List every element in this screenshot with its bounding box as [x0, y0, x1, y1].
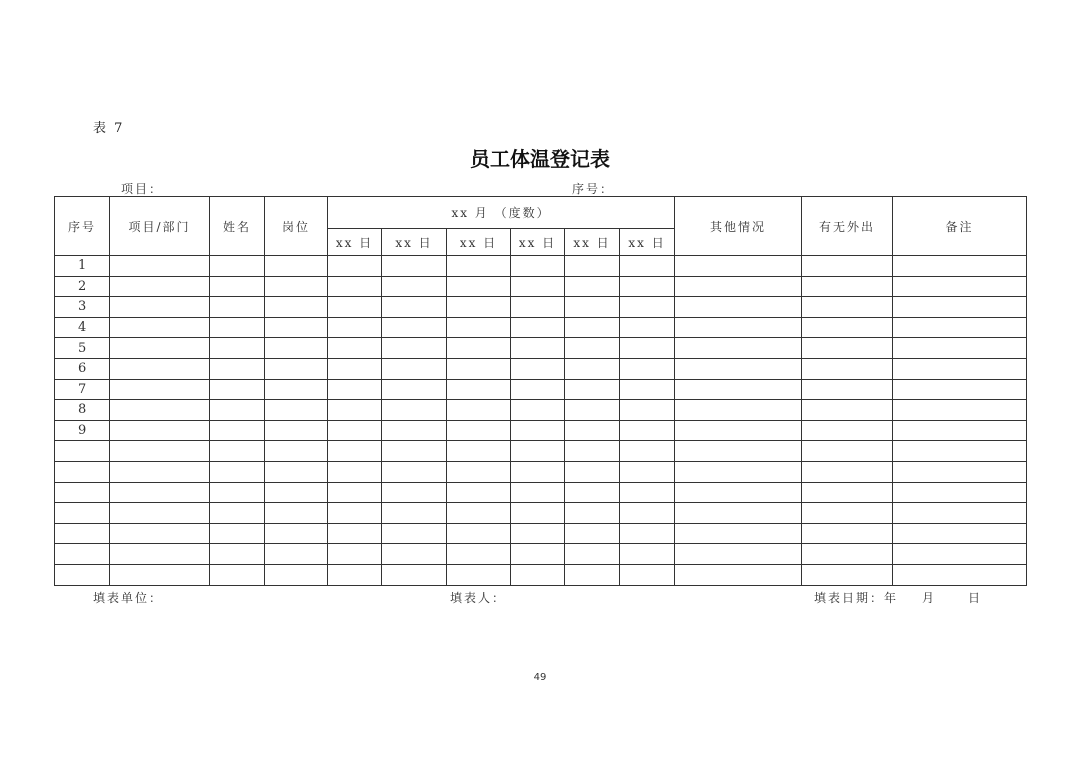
row-number: 2 [55, 276, 110, 297]
table-cell [675, 544, 802, 565]
header-name: 姓名 [210, 197, 265, 256]
table-cell [328, 338, 382, 359]
table-cell [893, 461, 1027, 482]
table-cell [382, 400, 447, 421]
table-row [55, 482, 1027, 503]
table-cell [210, 420, 265, 441]
table-cell [565, 276, 620, 297]
table-cell [675, 338, 802, 359]
table-cell [893, 256, 1027, 277]
table-cell [802, 523, 893, 544]
table-cell [382, 379, 447, 400]
table-cell [382, 523, 447, 544]
table-row [55, 503, 1027, 524]
table-cell [328, 544, 382, 565]
table-cell [110, 256, 210, 277]
header-day: xx 日 [620, 229, 675, 256]
table-cell [511, 338, 565, 359]
table-cell [620, 420, 675, 441]
table-cell [511, 441, 565, 462]
table-cell [110, 379, 210, 400]
table-cell [210, 461, 265, 482]
table-cell [675, 256, 802, 277]
table-cell [893, 523, 1027, 544]
table-cell [210, 297, 265, 318]
table-cell [565, 379, 620, 400]
table-cell [382, 297, 447, 318]
table-cell [893, 482, 1027, 503]
table-cell [265, 338, 328, 359]
table-cell [565, 523, 620, 544]
header-outing: 有无外出 [802, 197, 893, 256]
table-cell [110, 523, 210, 544]
table-cell [893, 379, 1027, 400]
table-cell [675, 564, 802, 585]
table-cell [447, 564, 511, 585]
table-cell [511, 564, 565, 585]
table-row [55, 338, 1027, 359]
table-cell [620, 523, 675, 544]
table-cell [110, 276, 210, 297]
table-cell [511, 379, 565, 400]
table-cell [110, 358, 210, 379]
table-cell [511, 523, 565, 544]
table-row [55, 256, 1027, 277]
table-cell [210, 564, 265, 585]
row-number [55, 564, 110, 585]
table-cell [210, 523, 265, 544]
table-cell [893, 297, 1027, 318]
table-cell [110, 461, 210, 482]
table-cell [328, 461, 382, 482]
table-cell [447, 400, 511, 421]
table-cell [265, 256, 328, 277]
table-row [55, 317, 1027, 338]
table-cell [511, 358, 565, 379]
header-remarks: 备注 [893, 197, 1027, 256]
row-number [55, 441, 110, 462]
table-cell [382, 420, 447, 441]
table-cell [620, 400, 675, 421]
table-cell [620, 358, 675, 379]
table-cell [210, 379, 265, 400]
table-cell [893, 276, 1027, 297]
table-cell [565, 256, 620, 277]
table-cell [675, 379, 802, 400]
table-cell [802, 503, 893, 524]
table-cell [893, 503, 1027, 524]
footer-month-label: 月 [922, 591, 937, 605]
table-cell [447, 338, 511, 359]
table-cell [382, 503, 447, 524]
header-seq: 序号 [55, 197, 110, 256]
table-cell [265, 420, 328, 441]
table-cell [511, 544, 565, 565]
row-number [55, 461, 110, 482]
table-cell [675, 503, 802, 524]
table-cell [265, 379, 328, 400]
table-cell [893, 358, 1027, 379]
table-cell [110, 482, 210, 503]
table-cell [382, 544, 447, 565]
row-number: 3 [55, 297, 110, 318]
table-number: 表 7 [93, 121, 125, 136]
table-cell [802, 358, 893, 379]
table-cell [210, 482, 265, 503]
table-cell [802, 544, 893, 565]
table-cell [382, 461, 447, 482]
table-cell [265, 276, 328, 297]
table-row [55, 400, 1027, 421]
table-cell [265, 564, 328, 585]
table-cell [802, 482, 893, 503]
table-cell [565, 461, 620, 482]
table-cell [265, 482, 328, 503]
table-cell [511, 297, 565, 318]
table-cell [565, 564, 620, 585]
table-cell [265, 441, 328, 462]
row-number: 8 [55, 400, 110, 421]
table-cell [382, 564, 447, 585]
table-cell [565, 358, 620, 379]
table-cell [675, 358, 802, 379]
table-cell [110, 441, 210, 462]
table-cell [447, 256, 511, 277]
table-cell [110, 297, 210, 318]
table-row [55, 358, 1027, 379]
table-cell [328, 317, 382, 338]
table-cell [620, 564, 675, 585]
table-cell [675, 441, 802, 462]
table-row [55, 461, 1027, 482]
table-row [55, 297, 1027, 318]
header-other: 其他情况 [675, 197, 802, 256]
project-label: 项目： [121, 182, 164, 196]
table-cell [382, 256, 447, 277]
header-day: xx 日 [382, 229, 447, 256]
table-cell [893, 441, 1027, 462]
table-cell [893, 544, 1027, 565]
table-cell [802, 256, 893, 277]
table-cell [265, 358, 328, 379]
table-cell [620, 544, 675, 565]
table-cell [382, 358, 447, 379]
table-cell [328, 441, 382, 462]
table-cell [802, 420, 893, 441]
row-number: 9 [55, 420, 110, 441]
table-cell [620, 297, 675, 318]
row-number: 4 [55, 317, 110, 338]
table-cell [675, 297, 802, 318]
row-number [55, 544, 110, 565]
table-cell [565, 482, 620, 503]
table-row [55, 441, 1027, 462]
table-cell [328, 379, 382, 400]
table-cell [447, 317, 511, 338]
table-cell [447, 482, 511, 503]
table-cell [620, 461, 675, 482]
table-cell [328, 256, 382, 277]
table-cell [447, 503, 511, 524]
table-cell [328, 276, 382, 297]
table-cell [265, 400, 328, 421]
table-cell [110, 544, 210, 565]
table-cell [893, 420, 1027, 441]
table-cell [511, 400, 565, 421]
table-cell [565, 338, 620, 359]
table-cell [511, 317, 565, 338]
table-cell [511, 256, 565, 277]
row-number [55, 523, 110, 544]
table-cell [265, 544, 328, 565]
row-number: 6 [55, 358, 110, 379]
table-cell [620, 338, 675, 359]
table-cell [328, 482, 382, 503]
table-cell [893, 338, 1027, 359]
row-number: 5 [55, 338, 110, 359]
table-cell [802, 317, 893, 338]
row-number: 7 [55, 379, 110, 400]
table-cell [675, 317, 802, 338]
table-row [55, 276, 1027, 297]
header-dept: 项目/部门 [110, 197, 210, 256]
table-cell [511, 503, 565, 524]
row-number [55, 503, 110, 524]
header-day: xx 日 [328, 229, 382, 256]
table-cell [210, 503, 265, 524]
table-cell [447, 544, 511, 565]
serial-label: 序号： [572, 182, 615, 196]
footer-date-label: 填表日期：年 [814, 591, 899, 605]
table-cell [565, 297, 620, 318]
header-post: 岗位 [265, 197, 328, 256]
table-cell [447, 461, 511, 482]
table-cell [802, 441, 893, 462]
table-cell [210, 338, 265, 359]
table-cell [210, 441, 265, 462]
header-month-group: xx 月 （度数） [328, 197, 675, 229]
header-day: xx 日 [511, 229, 565, 256]
table-cell [328, 523, 382, 544]
footer-day-label: 日 [968, 591, 983, 605]
footer-filler-label: 填表人： [450, 591, 507, 605]
footer-unit-label: 填表单位： [93, 591, 164, 605]
table-row [55, 420, 1027, 441]
table-cell [110, 564, 210, 585]
table-cell [382, 276, 447, 297]
table-cell [265, 317, 328, 338]
row-number: 1 [55, 256, 110, 277]
table-cell [893, 317, 1027, 338]
table-cell [382, 338, 447, 359]
table-cell [675, 276, 802, 297]
table-cell [620, 317, 675, 338]
table-cell [447, 379, 511, 400]
table-cell [620, 256, 675, 277]
table-cell [675, 420, 802, 441]
table-cell [802, 379, 893, 400]
table-cell [210, 276, 265, 297]
table-cell [511, 420, 565, 441]
header-day: xx 日 [447, 229, 511, 256]
table-cell [565, 544, 620, 565]
table-cell [802, 461, 893, 482]
table-cell [110, 420, 210, 441]
table-cell [675, 482, 802, 503]
table-cell [893, 400, 1027, 421]
table-cell [565, 420, 620, 441]
table-cell [210, 317, 265, 338]
table-cell [802, 564, 893, 585]
table-cell [110, 503, 210, 524]
table-cell [110, 317, 210, 338]
table-cell [382, 482, 447, 503]
table-cell [511, 482, 565, 503]
page-number: 49 [533, 672, 547, 683]
table-cell [265, 503, 328, 524]
table-cell [265, 297, 328, 318]
table-cell [893, 564, 1027, 585]
table-cell [802, 297, 893, 318]
table-cell [511, 276, 565, 297]
row-number [55, 482, 110, 503]
header-day: xx 日 [565, 229, 620, 256]
table-cell [265, 461, 328, 482]
table-cell [447, 297, 511, 318]
table-cell [328, 400, 382, 421]
table-cell [110, 400, 210, 421]
table-cell [447, 523, 511, 544]
table-body [55, 256, 1027, 586]
table-row [55, 544, 1027, 565]
table-cell [620, 482, 675, 503]
table-cell [620, 379, 675, 400]
page-title: 员工体温登记表 [470, 147, 610, 171]
table-cell [210, 358, 265, 379]
table-row [55, 564, 1027, 585]
table-cell [210, 256, 265, 277]
table-cell [328, 297, 382, 318]
table-cell [328, 358, 382, 379]
table-cell [328, 503, 382, 524]
table-row [55, 523, 1027, 544]
table-cell [565, 503, 620, 524]
table-cell [675, 400, 802, 421]
table-cell [565, 400, 620, 421]
table-cell [328, 420, 382, 441]
table-cell [565, 441, 620, 462]
table-cell [110, 338, 210, 359]
table-cell [511, 461, 565, 482]
table-cell [265, 523, 328, 544]
table-cell [447, 358, 511, 379]
table-cell [328, 564, 382, 585]
table-cell [675, 523, 802, 544]
table-cell [802, 400, 893, 421]
table-cell [620, 276, 675, 297]
table-cell [210, 400, 265, 421]
table-row [55, 379, 1027, 400]
table-cell [675, 461, 802, 482]
table-cell [382, 441, 447, 462]
table-cell [382, 317, 447, 338]
temperature-register-table [54, 196, 1027, 586]
table-cell [620, 503, 675, 524]
table-cell [620, 441, 675, 462]
table-cell [802, 276, 893, 297]
table-cell [447, 441, 511, 462]
table-cell [447, 276, 511, 297]
table-cell [210, 544, 265, 565]
table-cell [802, 338, 893, 359]
table-cell [565, 317, 620, 338]
table-cell [447, 420, 511, 441]
